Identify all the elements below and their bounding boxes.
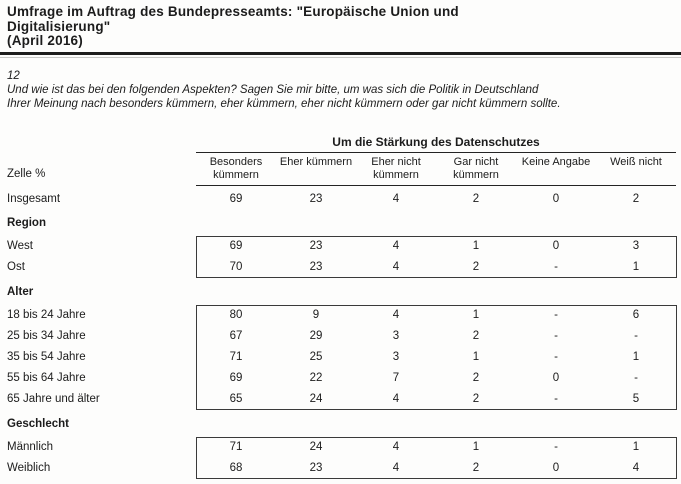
table-body bbox=[0, 189, 681, 479]
value-cell: 2 bbox=[472, 462, 480, 474]
value-cell: - bbox=[634, 372, 638, 384]
value-cell: 1 bbox=[632, 441, 640, 453]
value-cell: 2 bbox=[472, 330, 480, 342]
row-label: Ost bbox=[7, 261, 25, 273]
column-header-row bbox=[0, 153, 681, 182]
value-cell: 0 bbox=[552, 462, 560, 474]
value-cell: 23 bbox=[309, 193, 323, 205]
value-cell: 80 bbox=[229, 309, 243, 321]
column-header: Keine Angabe bbox=[521, 156, 591, 168]
section-heading: Geschlecht bbox=[7, 418, 69, 430]
value-cell: 22 bbox=[309, 372, 323, 384]
table-row bbox=[0, 458, 681, 479]
value-cell: 4 bbox=[392, 462, 400, 474]
value-cell: 4 bbox=[392, 393, 400, 405]
title-rule-shadow bbox=[0, 57, 681, 58]
table-row bbox=[0, 257, 681, 278]
column-header: Gar nicht kümmern bbox=[453, 156, 499, 181]
row-label: Männlich bbox=[7, 441, 54, 453]
table-row bbox=[0, 189, 681, 210]
value-cell: 23 bbox=[309, 240, 323, 252]
value-cell: 5 bbox=[632, 393, 640, 405]
column-header: Weiß nicht bbox=[610, 156, 662, 168]
value-cell: 67 bbox=[229, 330, 243, 342]
value-cell: 6 bbox=[632, 309, 640, 321]
value-cell: 4 bbox=[392, 441, 400, 453]
value-cell: 4 bbox=[392, 309, 400, 321]
value-cell: 0 bbox=[552, 240, 560, 252]
value-cell: 2 bbox=[472, 261, 480, 273]
document-title bbox=[0, 5, 681, 49]
row-label: 25 bis 34 Jahre bbox=[7, 330, 86, 342]
header-underline bbox=[196, 185, 676, 186]
value-cell: 24 bbox=[309, 393, 323, 405]
title-line-1: Umfrage im Auftrag des Bundepresseamts: "Europäische Union und bbox=[7, 4, 459, 19]
question-text-line-1: Und wie ist das bei den folgenden Aspekten? Sagen Sie mir bitte, um was sich die Politik in Deutschland bbox=[7, 84, 539, 96]
value-cell: - bbox=[634, 330, 638, 342]
value-cell: 65 bbox=[229, 393, 243, 405]
value-cell: 4 bbox=[392, 240, 400, 252]
section-heading: Alter bbox=[7, 286, 34, 298]
value-cell: 68 bbox=[229, 462, 243, 474]
cell-percent-label: Zelle % bbox=[7, 168, 46, 180]
table-row bbox=[0, 437, 681, 458]
data-table bbox=[0, 135, 681, 479]
row-label: 18 bis 24 Jahre bbox=[7, 309, 86, 321]
value-cell: 2 bbox=[472, 393, 480, 405]
table-row bbox=[0, 368, 681, 389]
value-cell: 1 bbox=[472, 240, 480, 252]
value-cell: 9 bbox=[312, 309, 320, 321]
table-row bbox=[0, 326, 681, 347]
value-cell: - bbox=[554, 309, 558, 321]
value-cell: 71 bbox=[229, 441, 243, 453]
section-rows bbox=[0, 236, 681, 278]
value-cell: 4 bbox=[632, 462, 640, 474]
column-header: Eher kümmern bbox=[279, 156, 353, 168]
value-cell: 4 bbox=[392, 261, 400, 273]
row-label: Weiblich bbox=[7, 462, 51, 474]
value-cell: - bbox=[554, 330, 558, 342]
table-group-header: Um die Stärkung des Datenschutzes bbox=[196, 135, 676, 153]
value-cell: 3 bbox=[392, 351, 400, 363]
section-heading: Region bbox=[7, 217, 46, 229]
question-text-line-2: Ihrer Meinung nach besonders kümmern, eher kümmern, eher nicht kümmern oder gar nicht kümmern sollte. bbox=[7, 97, 561, 110]
value-cell: 7 bbox=[392, 372, 400, 384]
table-row bbox=[0, 389, 681, 410]
value-cell: 1 bbox=[632, 351, 640, 363]
value-cell: - bbox=[554, 351, 558, 363]
title-line-2: Digitalisierung" bbox=[7, 18, 111, 34]
value-cell: 2 bbox=[632, 193, 640, 205]
value-cell: 3 bbox=[632, 240, 640, 252]
table-row bbox=[0, 236, 681, 257]
row-label: West bbox=[7, 240, 33, 252]
section-rows bbox=[0, 305, 681, 410]
value-cell: 0 bbox=[552, 193, 560, 205]
value-cell: 69 bbox=[229, 372, 243, 384]
value-cell: 69 bbox=[229, 240, 243, 252]
value-cell: 1 bbox=[472, 309, 480, 321]
section-rows bbox=[0, 189, 681, 210]
row-label: 55 bis 64 Jahre bbox=[7, 372, 86, 384]
section-rows bbox=[0, 437, 681, 479]
row-label: 35 bis 54 Jahre bbox=[7, 351, 86, 363]
title-rule bbox=[0, 52, 681, 55]
value-cell: 3 bbox=[392, 330, 400, 342]
column-header: Besonders kümmern bbox=[209, 156, 263, 181]
value-cell: - bbox=[554, 441, 558, 453]
table-row bbox=[0, 347, 681, 368]
value-cell: 23 bbox=[309, 261, 323, 273]
value-cell: 2 bbox=[472, 193, 480, 205]
value-cell: 69 bbox=[229, 193, 243, 205]
value-cell: 4 bbox=[392, 193, 400, 205]
value-cell: 1 bbox=[632, 261, 640, 273]
value-cell: 2 bbox=[472, 372, 480, 384]
value-cell: 29 bbox=[309, 330, 323, 342]
value-cell: - bbox=[554, 261, 558, 273]
column-headers bbox=[196, 153, 676, 182]
question-block bbox=[0, 70, 681, 112]
value-cell: 0 bbox=[552, 372, 560, 384]
column-header: Eher nicht kümmern bbox=[371, 156, 421, 181]
row-label: 65 Jahre und älter bbox=[7, 393, 100, 405]
value-cell: - bbox=[554, 393, 558, 405]
value-cell: 1 bbox=[472, 351, 480, 363]
question-number: 12 bbox=[7, 69, 20, 82]
value-cell: 25 bbox=[309, 351, 323, 363]
value-cell: 1 bbox=[472, 441, 480, 453]
value-cell: 23 bbox=[309, 462, 323, 474]
value-cell: 71 bbox=[229, 351, 243, 363]
title-line-3: (April 2016) bbox=[7, 33, 83, 48]
table-row bbox=[0, 305, 681, 326]
value-cell: 70 bbox=[229, 261, 243, 273]
value-cell: 24 bbox=[309, 441, 323, 453]
row-label: Insgesamt bbox=[7, 193, 61, 205]
